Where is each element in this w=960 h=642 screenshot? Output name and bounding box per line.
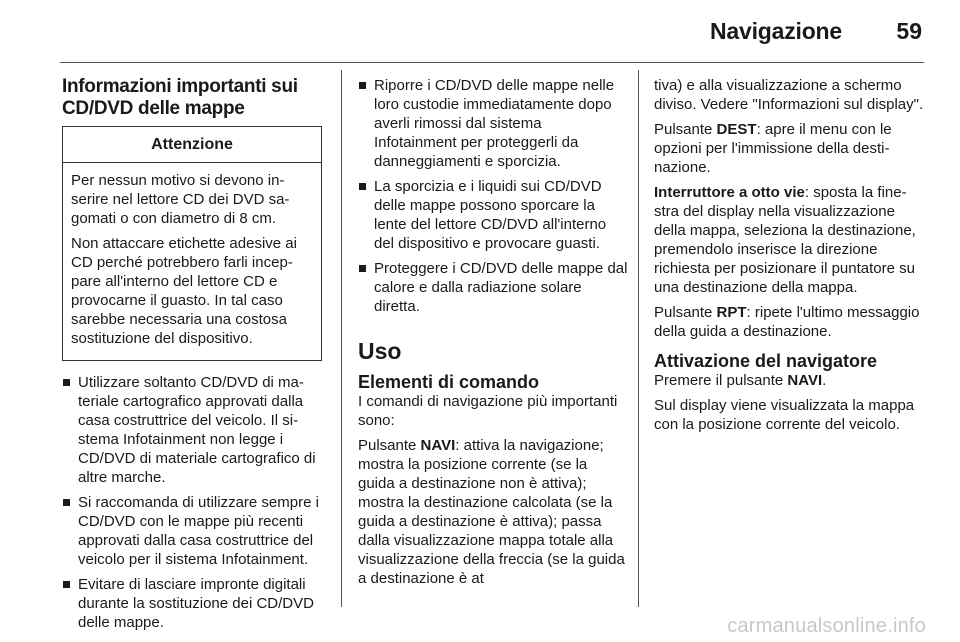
column-divider-2 [638,70,639,607]
press-key: NAVI [787,372,823,389]
section-title-line-2: CD/DVD delle mappe [62,98,245,119]
warning-heading: Attenzione [63,127,321,163]
bullet-list [358,76,628,316]
bullet-square-icon [359,265,366,272]
rpt-description: : ripete l'ultimo messaggio della guida a destinazione. [654,304,920,340]
list-item-text: Si raccomanda di utilizzare sempre i CD/DVD con le mappe più recenti approvati dalla casa costruttrice del veicolo per il sistema Infotainment. [78,494,319,568]
press-paragraph [654,371,926,390]
list-item [358,259,628,316]
dest-paragraph [654,120,926,177]
navi-paragraph [358,436,628,588]
switch-key: Interruttore a otto vie [654,184,805,201]
bullet-square-icon [359,183,366,190]
page-header [0,0,960,62]
list-item [62,493,324,569]
bullet-list [62,373,324,632]
activation-heading: Attivazione del navigatore [654,351,878,371]
navi-description: : attiva la navigazione; mostra la posizione corrente (se la guida a destinazione non è attiva); mostra la destinazione calcolata (se la guida a destinazione è attiva); passa dalla visualizzazione mappa totale alla visualizzazione della freccia (se la guida a destinazione è at [358,437,625,587]
rpt-key: RPT [716,304,747,321]
list-item [358,76,628,171]
warning-paragraph: Non attaccare etichette adesive ai CD perché potrebbero farli inceppare all'interno del lettore CD e provocarne il guasto. In tal caso sarebbe necessaria una costosa sostituzione del dispositivo. [71,235,297,347]
column-1 [62,76,324,638]
warning-paragraph: Per nessun motivo si devono inserire nel lettore CD dei DVD sagomati o con diametro di 8 cm. [71,172,290,227]
watermark: carmanualsonline.info [727,615,926,637]
bullet-square-icon [63,499,70,506]
list-item-text: La sporcizia e i liquidi sui CD/DVD delle mappe possono sporcare la lente del lettore CD/DVD all'interno del dispositivo e provocare guasti. [374,178,607,252]
list-item-text: Evitare di lasciare impronte digitali durante la sostituzione dei CD/DVD delle mappe. [78,576,314,631]
bullet-square-icon [359,82,366,89]
section-title [62,76,324,120]
switch-description: : sposta la finestra del display nella visualizzazione della mappa, seleziona la destinazione, premendolo inserisce la direzione richiesta per posizionare il puntatore su una destinazione della mappa. [654,184,916,296]
controls-heading: Elementi di comando [358,372,540,392]
bullet-square-icon [63,379,70,386]
dest-description: : apre il menu con le opzioni per l'immissione della destinazione. [654,121,892,176]
list-item [62,575,324,632]
chapter-title: Navigazione [709,18,842,44]
page-number: 59 [896,18,922,44]
dest-label: Pulsante [654,121,717,138]
uso-heading: Uso [358,338,402,364]
dest-key: DEST [716,121,757,138]
navi-label: Pulsante [358,437,421,454]
switch-paragraph [654,183,926,297]
final-paragraph: Sul display viene visualizzata la mappa con la posizione corrente del veicolo. [654,397,915,433]
list-item-text: Utilizzare soltanto CD/DVD di materiale cartografico approvati dalla casa costruttrice del veicolo. Il sistema Infotainment non legge i CD/DVD di materiale cartografico di altre marche. [78,374,316,486]
rpt-paragraph [654,303,926,341]
section-title-line-1: Informazioni importanti sui [62,76,298,97]
list-item [358,177,628,253]
warning-box [62,126,322,361]
column-2 [358,76,628,594]
header-divider [60,62,924,63]
navi-continuation: tiva) e alla visualizzazione a schermo diviso. Vedere "Informazioni sul display". [654,77,924,113]
press-end: . [822,372,827,389]
list-item [62,373,324,487]
bullet-square-icon [63,581,70,588]
list-item-text: Proteggere i CD/DVD delle mappe dal calore e dalla radiazione solare diretta. [374,260,628,315]
column-divider-1 [341,70,342,607]
controls-intro: I comandi di navigazione più importanti sono: [358,393,618,429]
warning-body [63,163,321,360]
rpt-label: Pulsante [654,304,717,321]
column-3 [654,76,926,440]
navi-key: NAVI [420,437,456,454]
press-label: Premere il pulsante [654,372,788,389]
list-item-text: Riporre i CD/DVD delle mappe nelle loro custodie immediatamente dopo averli rimossi dal sistema Infotainment per proteggerli da danneggiamenti e sporcizia. [374,77,615,170]
